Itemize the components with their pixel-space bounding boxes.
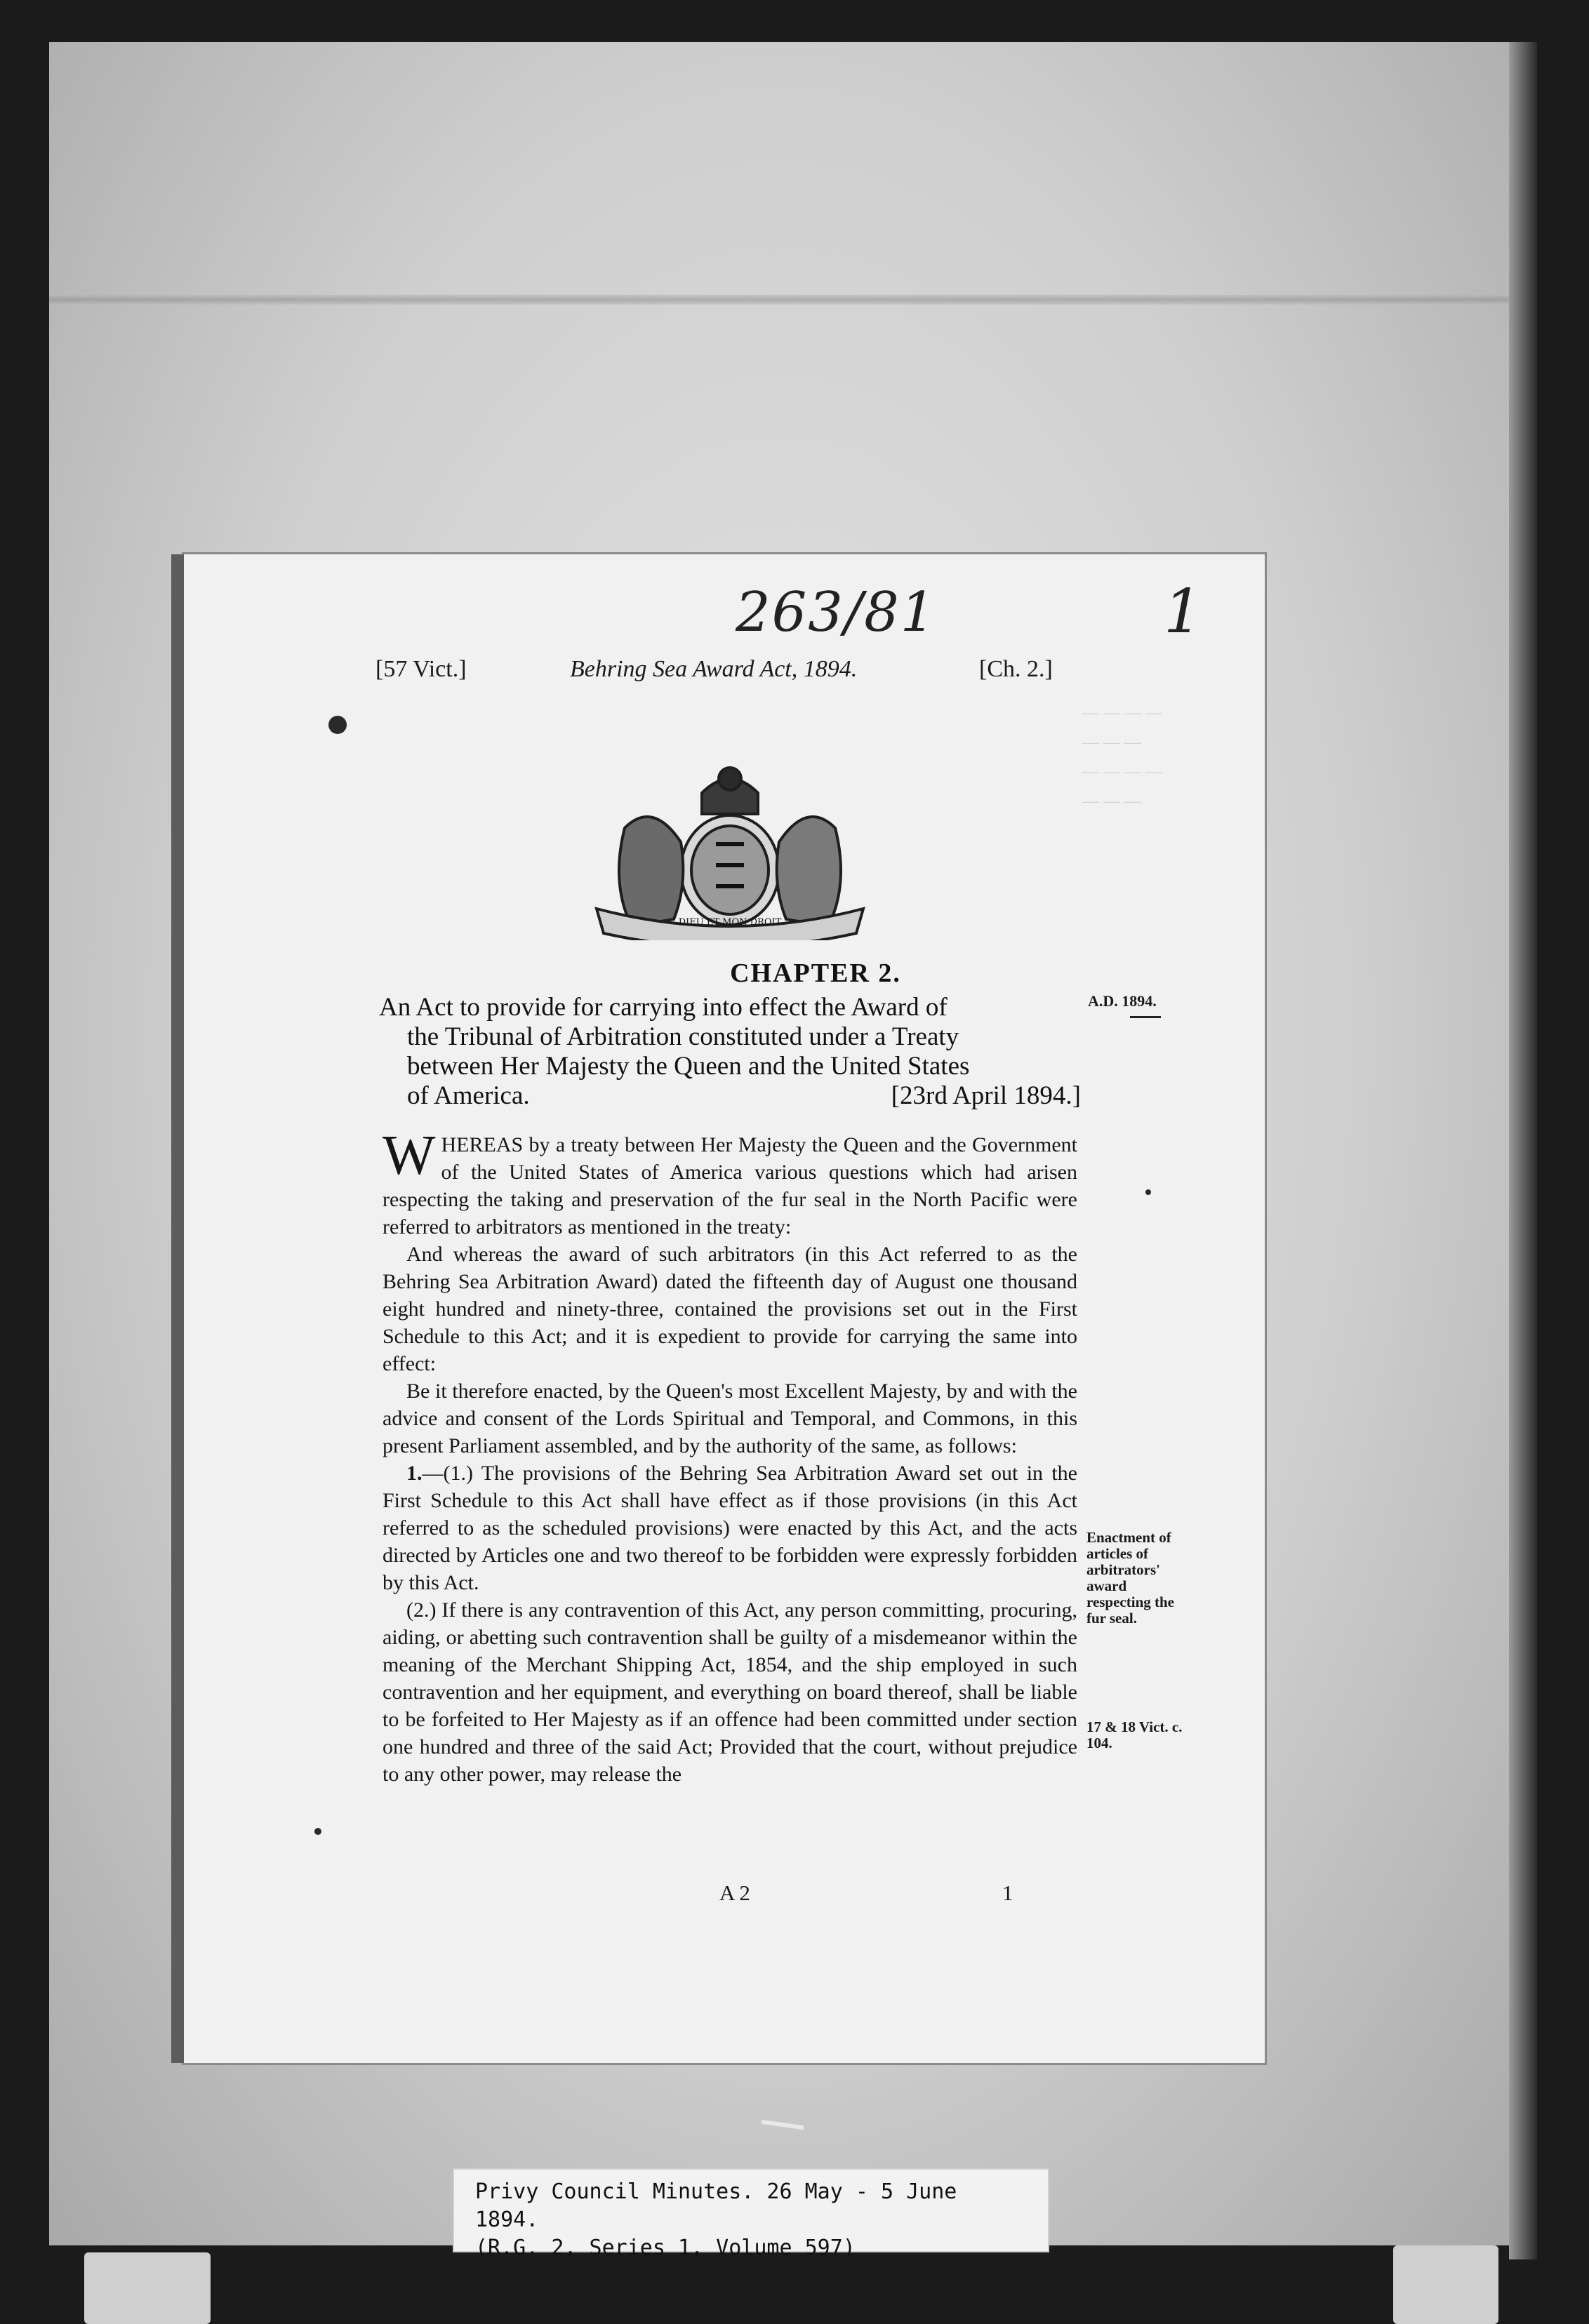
margin-note-enactment: Enactment of articles of arbitrators' award respecting the fur seal. — [1086, 1529, 1175, 1627]
running-head-chapter: [Ch. 2.] — [979, 656, 1053, 682]
ink-dot — [314, 1828, 321, 1835]
drop-cap: W — [383, 1125, 436, 1187]
long-title-line: the Tribunal of Arbitration constituted under a Treaty — [407, 1022, 959, 1051]
archive-label-line: (R.G. 2, Series 1, Volume 597) — [475, 2236, 856, 2260]
board-edge-shadow — [1509, 42, 1537, 2259]
archive-label-line: Privy Council Minutes. 26 May - 5 June 1894. — [475, 2179, 957, 2232]
margin-note-statute: 17 & 18 Vict. c. 104. — [1086, 1718, 1183, 1751]
section-1-subsection-2: (2.) If there is any contravention of this Act, any person committing, procuring, aiding, or abetting such contravention shall be guilty of a misdemeanor within the meaning of the Merchant Shipping Act, 1854, and the ship employed in such contravention and her equipment, and everything on board thereof, shall be liable to be forfeited to Her Majesty as if an offence had been committed under section one hundred and three of the said Act; Provided that the court, without prejudice to any other power, may release the — [383, 1598, 1077, 1786]
preamble-text: HEREAS by a treaty between Her Majesty the Queen and the Government of the United States of America various questions which had arisen respecting the taking and preservation of the fur seal in the North Pacific were referred to arbitrators as mentioned in the treaty: — [383, 1133, 1077, 1238]
margin-year-rule — [1130, 1016, 1161, 1018]
running-head-title: Behring Sea Award Act, 1894. — [570, 656, 858, 682]
binding-clip-right — [1393, 2245, 1498, 2324]
section-text: —(1.) The provisions of the Behring Sea Arbitration Award set out in the First Schedule to this Act shall have effect as if those provisions (in this Act referred to as the scheduled provisions) were enacted by this Act, and the acts directed by Articles one and two thereof to be forbidden were expressly forbidden by this Act. — [383, 1462, 1077, 1594]
page-number: 1 — [1002, 1881, 1013, 1905]
chapter-heading: CHAPTER 2. — [730, 959, 901, 988]
section-1-subsection-1 — [383, 1460, 1077, 1596]
ink-blot — [328, 716, 347, 734]
long-title-line: An Act to provide for carrying into effect the Award of — [379, 993, 948, 1022]
board-fold — [49, 295, 1512, 305]
royal-coat-of-arms-emblem — [583, 751, 877, 940]
archive-label — [453, 2168, 1049, 2260]
signature-mark: A 2 — [719, 1881, 750, 1905]
assent-date: [23rd April 1894.] — [891, 1081, 1081, 1110]
show-through-text: — — — — — — — — — — — — — — — [1082, 704, 1162, 810]
running-head-regnal-year: [57 Vict.] — [375, 656, 467, 682]
recital-paragraph: And whereas the award of such arbitrators (in this Act referred to as the Behring Sea Arbitration Award) dated the fifteenth day of August one thousand eight hundred and ninety-three, contained the provisions set out in the First Schedule to this Act; and it is expedient to provide for carrying the same into effect: — [383, 1243, 1077, 1375]
ink-dot — [1145, 1189, 1151, 1195]
long-title-line: between Her Majesty the Queen and the United States — [407, 1052, 970, 1081]
preamble-paragraph — [383, 1125, 1077, 1241]
enacting-formula: Be it therefore enacted, by the Queen's most Excellent Majesty, by and with the advice and consent of the Lords Spiritual and Temporal, and Commons, in this present Parliament assembled, and by the authority of the same, as follows: — [383, 1380, 1077, 1457]
svg-text:DIEU ET MON DROIT: DIEU ET MON DROIT — [678, 917, 782, 928]
binding-clip-left — [84, 2252, 211, 2324]
handwritten-page-mark: 1 — [1164, 577, 1202, 647]
long-title-last-line — [379, 1081, 1081, 1111]
long-title-line: of America. — [407, 1081, 530, 1110]
section-number: 1. — [406, 1462, 423, 1485]
handwritten-folio-number: 263/81 — [736, 581, 937, 644]
act-text — [383, 1125, 1077, 1788]
long-title — [379, 993, 1081, 1111]
margin-year: A.D. 1894. — [1088, 992, 1157, 1010]
